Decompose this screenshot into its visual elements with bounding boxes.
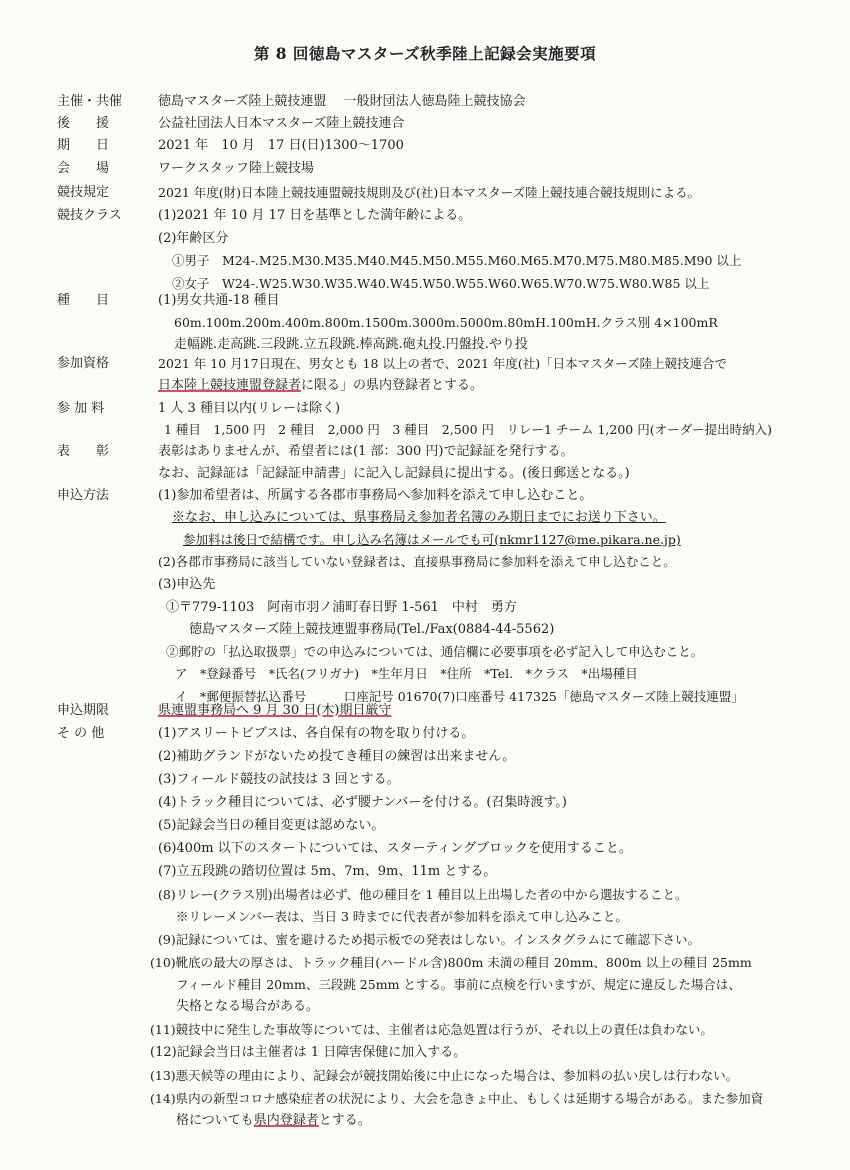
other-11: (11)競技中に発生した事故等については、主催者は応急処置は行うが、それ以上の責任は負わない。 bbox=[150, 1022, 713, 1037]
eligibility-line-1: 2021 年 10 月17日現在、男女とも 18 以上の者で、2021 年度(社)「日本マスターズ陸上競技連合で bbox=[158, 356, 728, 371]
apply-line-4: (2)各郡市事務局に該当していない登録者は、直接県事務局に参加料を添えて申し込むこと。 bbox=[158, 554, 676, 569]
support-text: 公益社団法人日本マスターズ陸上競技連合 bbox=[158, 116, 405, 131]
other-8: (8)リレー(クラス別)出場者は必ず、他の種目を 1 種目以上出場した者の中から選抜すること。 bbox=[158, 887, 688, 902]
other-10b: フィールド種目 20mm、三段跳 25mm とする。事前に点検を行いますが、規定に違反した場合は、 bbox=[176, 977, 741, 992]
label-award: 表 彰 bbox=[57, 444, 110, 459]
other-10a: (10)靴底の最大の厚さは、トラック種目(ハードル含)800m 未満の種目 20mm、800m 以上の種目 25mm bbox=[150, 955, 752, 970]
label-other: そ の 他 bbox=[57, 726, 105, 741]
class-line-2: (2)年齢区分 bbox=[158, 231, 229, 246]
label-deadline: 申込期限 bbox=[57, 703, 110, 718]
events-line-2: 60m.100m.200m.400m.800m.1500m.3000m.5000m.80mH.100mH.クラス別 4×100mR bbox=[174, 315, 718, 330]
apply-line-7: 徳島マスターズ陸上競技連盟事務局(Tel./Fax(0884-44-5562) bbox=[189, 622, 555, 637]
rules-text: 2021 年度(財)日本陸上競技連盟競技規則及び(社)日本マスターズ陸上競技連合競技規則による。 bbox=[158, 185, 701, 200]
apply-line-8: ②郵貯の「払込取扱票」での申込みについては、通信欄に必要事項を必ず記入して申込むこと。 bbox=[166, 644, 704, 659]
other-14b-post: とする。 bbox=[318, 1113, 371, 1128]
label-fee: 参 加 料 bbox=[57, 401, 105, 416]
label-support: 後 援 bbox=[57, 116, 110, 131]
label-events: 種 目 bbox=[57, 293, 110, 308]
other-7: (7)立五段跳の踏切位置は 5m、7m、9m、11m とする。 bbox=[158, 864, 497, 879]
label-rules: 競技規定 bbox=[57, 185, 110, 200]
other-10c: 失格となる場合がある。 bbox=[176, 999, 320, 1014]
other-12: (12)記録会当日は主催者は 1 日障害保健に加入する。 bbox=[150, 1045, 467, 1060]
apply-line-2: ※なお、申し込みについては、県事務局え参加者名簿のみ期日までにお送り下さい。 bbox=[172, 510, 666, 525]
other-14b-underlined: 県内登録者 bbox=[253, 1113, 319, 1128]
events-line-1: (1)男女共通-18 種目 bbox=[158, 293, 280, 308]
other-14b-pre: 格についても bbox=[176, 1113, 254, 1128]
document-title: 第 8 回徳島マスターズ秋季陸上記録会実施要項 bbox=[253, 44, 597, 63]
deadline-text: 県連盟事務局へ 9 月 30 日(木)期日厳守 bbox=[158, 703, 392, 718]
eligibility-line-2 bbox=[158, 374, 483, 398]
other-14a: (14)県内の新型コロナ感染症者の状況により、大会を急きょ中止、もしくは延期する場合がある。また参加資 bbox=[150, 1091, 764, 1106]
award-line-1: 表彰はありませんが、希望者には(1 部：300 円)で記録証を発行する。 bbox=[158, 444, 574, 459]
label-class: 競技クラス bbox=[57, 208, 122, 223]
class-male: ①男子 M24-.M25.M30.M35.M40.M45.M50.M55.M60.M65.M70.M75.M80.M85.M90 以上 bbox=[172, 253, 742, 268]
apply-line-3[interactable]: 参加料は後日で結構です。申し込み名簿はメールでも可(nkmr1127@me.pikara.ne.jp) bbox=[183, 532, 681, 547]
label-date: 期 日 bbox=[57, 138, 110, 153]
fee-line-2: 1 種目 1,500 円 2 種目 2,000 円 3 種目 2,500 円 リレー1 チーム 1,200 円(オーダー提出時納入) bbox=[164, 422, 772, 437]
apply-line-9: ア *登録番号 *氏名(フリガナ) *生年月日 *住所 *Tel. *クラス *出場種目 bbox=[175, 666, 638, 681]
other-6: (6)400m 以下のスタートについては、スターティングブロックを使用すること。 bbox=[158, 841, 632, 856]
class-female: ②女子 W24-.W25.W30.W35.W40.W45.W50.W55.W60.W65.W70.W75.W80.W85 以上 bbox=[172, 276, 710, 291]
apply-line-10: イ *郵便振替払込番号 口座記号 01670(7)口座番号 417325「徳島マスターズ陸上競技連盟」 bbox=[175, 689, 744, 704]
eligibility-underlined: 日本陸上競技連盟登録者 bbox=[158, 378, 302, 393]
other-8b: ※リレーメンバー表は、当日 3 時までに代表者が参加料を添えて申し込みこと。 bbox=[176, 909, 628, 924]
award-line-2: なお、記録証は「記録証申請書」に記入し記録員に提出する。(後日郵送となる。) bbox=[158, 466, 630, 481]
other-3: (3)フィールド競技の試技は 3 回とする。 bbox=[158, 772, 400, 787]
label-apply-method: 申込方法 bbox=[57, 488, 110, 503]
host-text: 徳島マスターズ陸上競技連盟 一般財団法人徳島陸上競技協会 bbox=[158, 94, 526, 109]
date-text: 2021 年 10 月 17 日(日)1300～1700 bbox=[158, 138, 404, 153]
other-2: (2)補助グランドがないため投てき種目の練習は出来ません。 bbox=[158, 749, 516, 764]
other-13: (13)悪天候等の理由により、記録会が競技開始後に中止になった場合は、参加料の払い戻しは行わない。 bbox=[150, 1068, 739, 1083]
eligibility-rest: に限る」の県内登録者とする。 bbox=[301, 378, 484, 393]
other-9: (9)記録については、蜜を避けるため掲示板での発表はしない。インスタグラムにて確認下さい。 bbox=[158, 932, 700, 947]
events-line-3: 走幅跳.走高跳.三段跳.立五段跳.棒高跳.砲丸投.円盤投.やり投 bbox=[174, 337, 528, 352]
other-5: (5)記録会当日の種目変更は認めない。 bbox=[158, 818, 385, 833]
apply-line-1: (1)参加希望者は、所属する各郡市事務局へ参加料を添えて申し込むこと。 bbox=[158, 488, 593, 503]
other-4: (4)トラック種目については、必ず腰ナンバーを付ける。(召集時渡す。) bbox=[158, 795, 567, 810]
label-venue: 会 場 bbox=[57, 161, 110, 176]
label-host: 主催・共催 bbox=[57, 94, 123, 109]
apply-line-5: (3)申込先 bbox=[158, 577, 216, 592]
venue-text: ワークスタッフ陸上競技場 bbox=[158, 161, 314, 176]
class-line-1: (1)2021 年 10 月 17 日を基準とした満年齢による。 bbox=[158, 208, 472, 223]
apply-line-6: ①〒779-1103 阿南市羽ノ浦町春日野 1-561 中村 勇方 bbox=[166, 600, 517, 615]
fee-line-1: 1 人 3 種目以内(リレーは除く) bbox=[158, 401, 341, 416]
label-eligibility: 参加資格 bbox=[57, 356, 110, 371]
other-1: (1)アスリートビブスは、各自保有の物を取り付ける。 bbox=[158, 726, 475, 741]
other-14b bbox=[176, 1109, 371, 1133]
